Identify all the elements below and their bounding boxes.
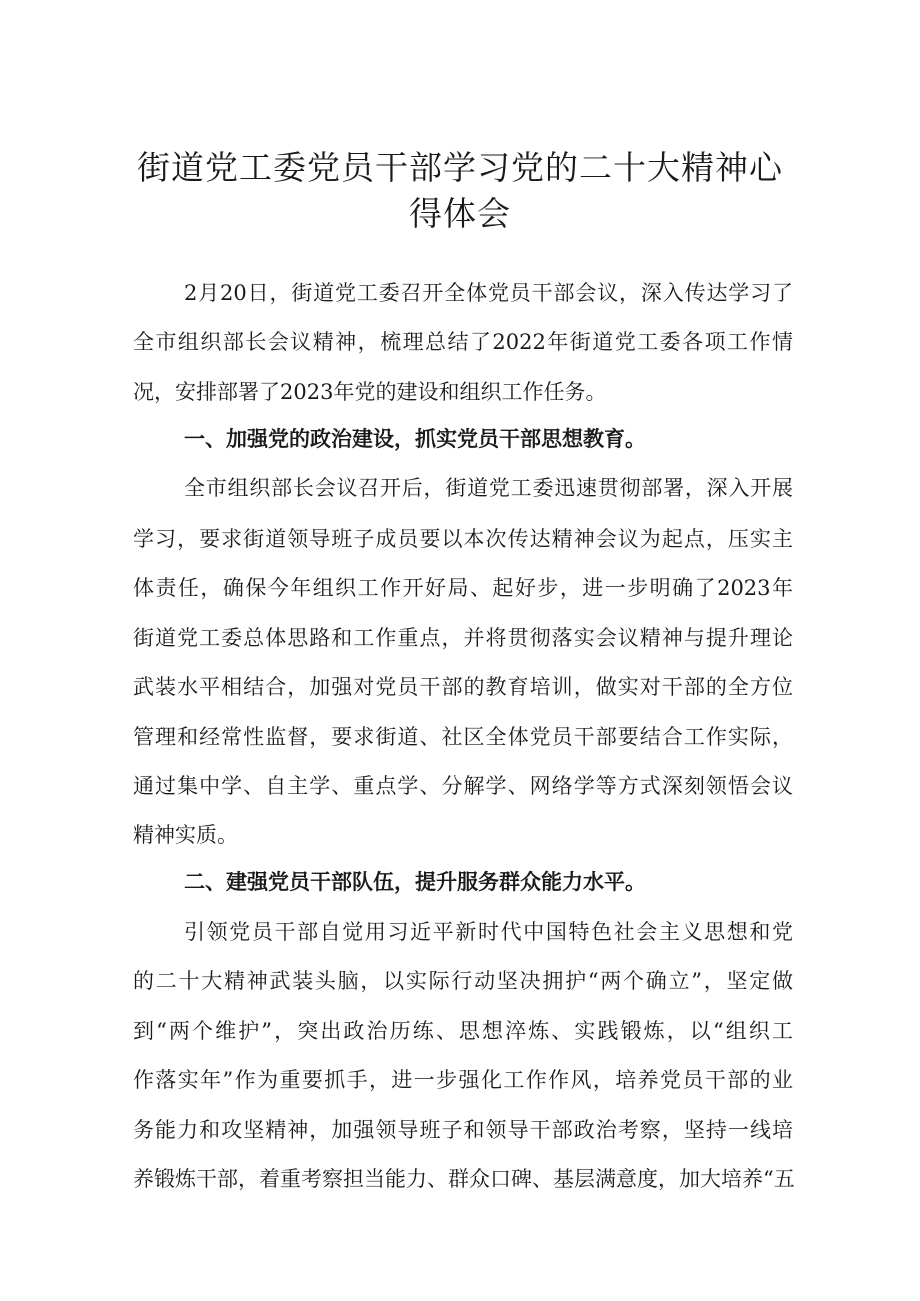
paragraph-1-line-2: 全市组织部长会议精神，梳理总结了2022年街道党工委各项工作情 [133,330,793,354]
paragraph-2-line-8: 精神实质。 [133,823,238,847]
paragraph-3-line-1: 引领党员干部自觉用习近平新时代中国特色社会主义思想和党 [184,920,793,944]
paragraph-2-line-2: 学习，要求街道领导班子成员要以本次传达精神会议为起点，压实主 [133,527,793,551]
section-heading-1: 一、加强党的政治建设，抓实党员干部思想教育。 [184,427,646,451]
paragraph-3-line-4: 作落实年”作为重要抓手，进一步强化工作作风，培养党员干部的业 [133,1068,793,1092]
section-heading-2: 二、建强党员干部队伍，提升服务群众能力水平。 [184,870,646,894]
paragraph-3-line-5: 务能力和攻坚精神，加强领导班子和领导干部政治考察，坚持一线培 [133,1118,793,1142]
paragraph-2-line-7: 通过集中学、自主学、重点学、分解学、网络学等方式深刻领悟会议 [133,774,793,798]
document-title-line-2: 得体会 [409,194,511,233]
paragraph-2-line-4: 街道党工委总体思路和工作重点，并将贯彻落实会议精神与提升理论 [133,626,793,650]
document-title-line-1: 街道党工委党员干部学习党的二十大精神心 [137,148,783,187]
paragraph-3-line-3: 到“两个维护”，突出政治历练、思想淬炼、实践锻炼，以“组织工 [133,1019,793,1043]
paragraph-2-line-3: 体责任，确保今年组织工作开好局、起好步，进一步明确了2023年 [133,576,793,600]
paragraph-3-line-2: 的二十大精神武装头脑，以实际行动坚决拥护“两个确立”，坚定做 [133,969,793,993]
paragraph-1-line-3: 况，安排部署了2023年党的建设和组织工作任务。 [133,380,607,404]
paragraph-2-line-1: 全市组织部长会议召开后，街道党工委迅速贯彻部署，深入开展 [184,476,793,500]
paragraph-2-line-6: 管理和经常性监督，要求街道、社区全体党员干部要结合工作实际， [133,725,793,749]
paragraph-3-line-6: 养锻炼干部，着重考察担当能力、群众口碑、基层满意度，加大培养“五 [133,1167,795,1191]
paragraph-1-line-1: 2月20日，街道党工委召开全体党员干部会议，深入传达学习了 [184,281,793,305]
paragraph-2-line-5: 武装水平相结合，加强对党员干部的教育培训，做实对干部的全方位 [133,675,793,699]
